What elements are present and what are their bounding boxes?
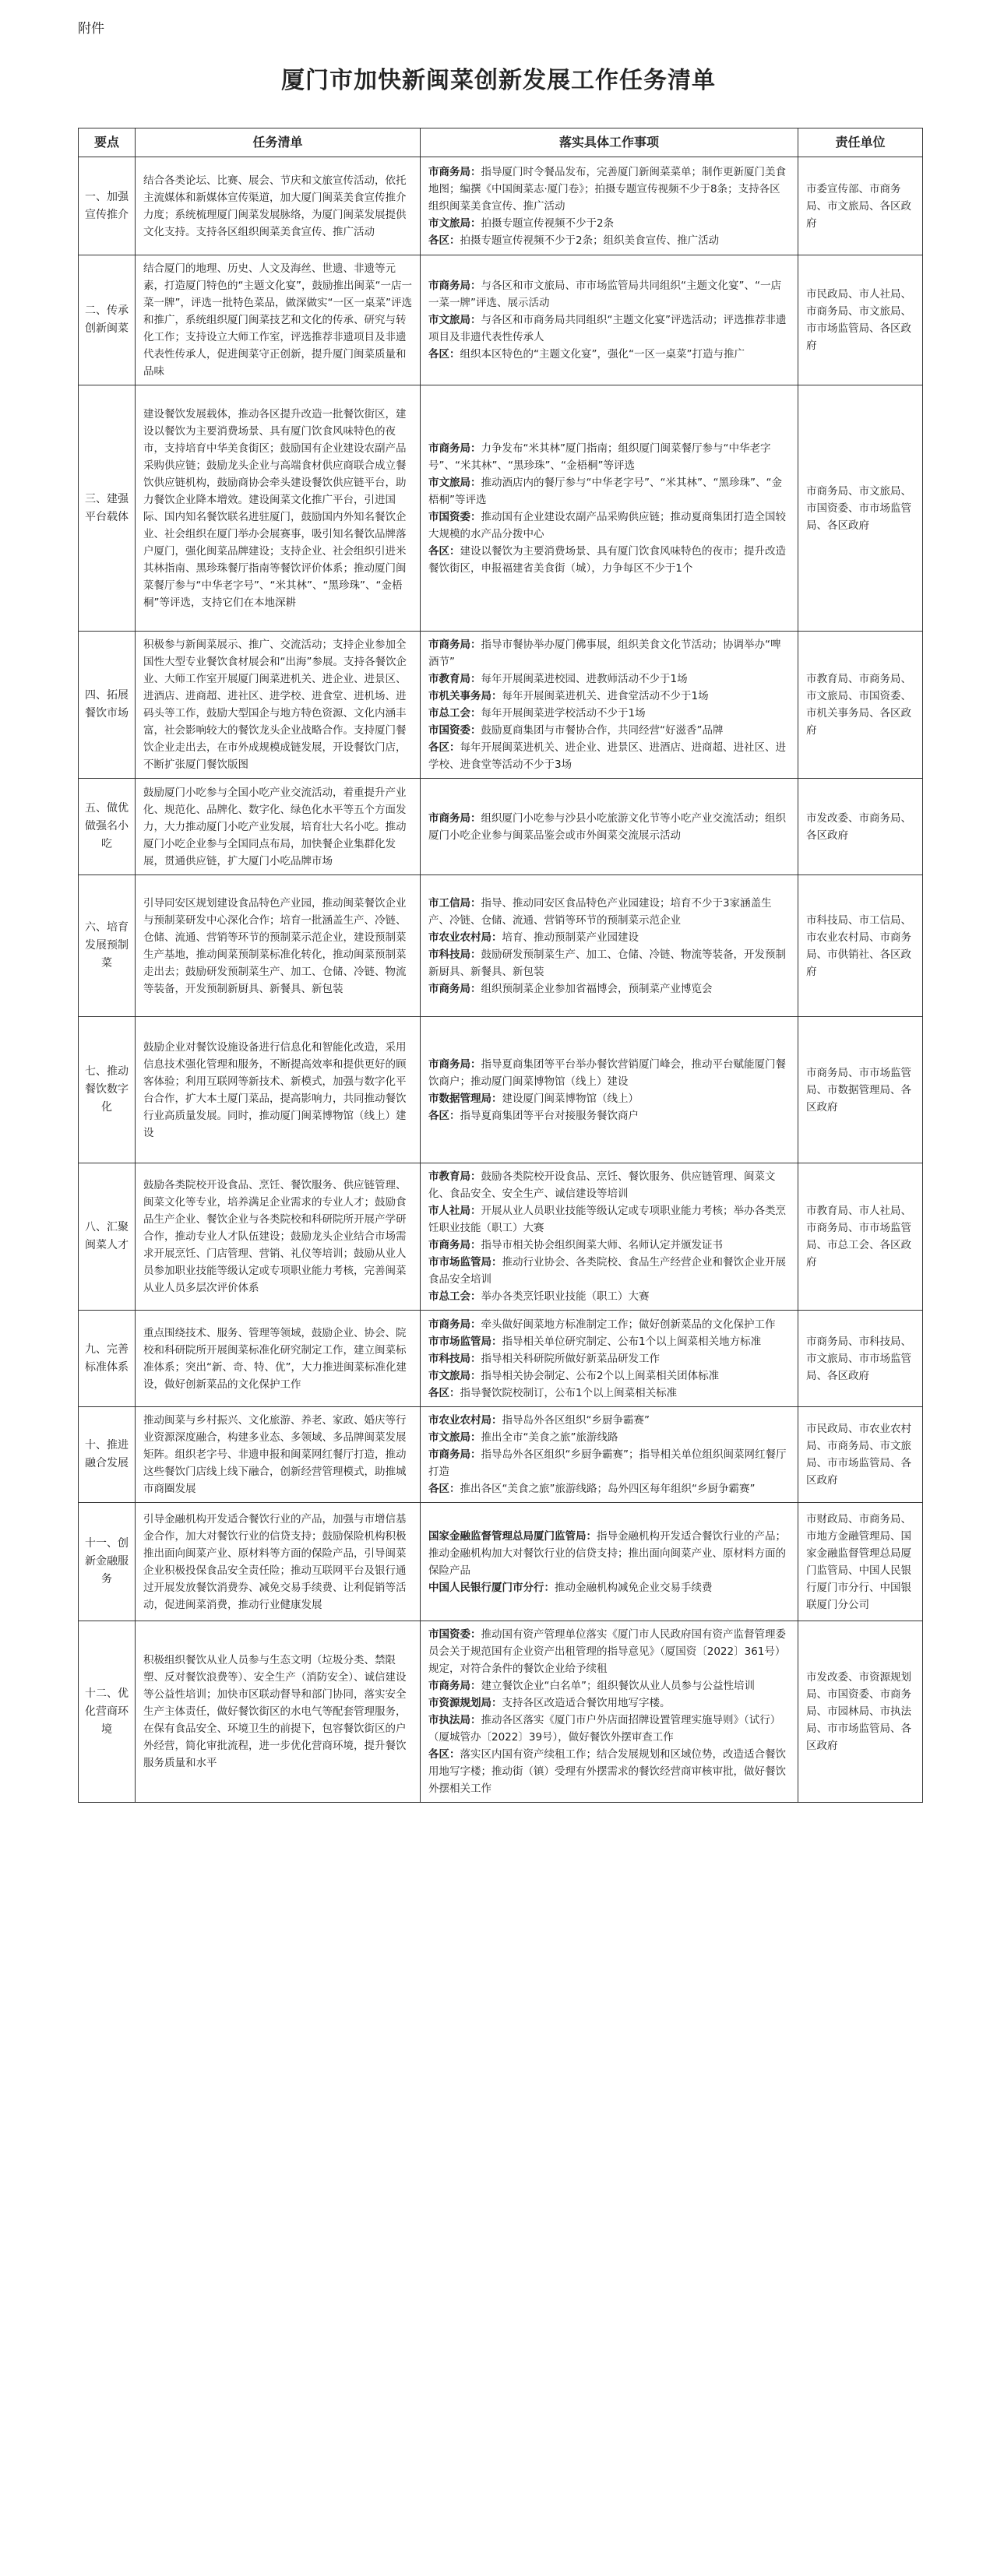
work-item-org: 市人社局： — [428, 1205, 481, 1217]
work-item-text: 组织厦门小吃参与沙县小吃旅游文化节等小吃产业交流活动；组织厦门小吃企业参与闽菜品鉴会或市外闽菜交流展示活动 — [428, 811, 786, 842]
work-item-text: 落实区内国有资产续租工作；结合发展规划和区域位势，改造适合餐饮用地写字楼；推动街（镇）受理有外摆需求的餐饮经营商审核审批，做好餐饮外摆相关工作 — [428, 1748, 786, 1795]
table-row — [79, 1407, 923, 1503]
work-item — [428, 1168, 790, 1202]
table-row — [79, 1621, 923, 1803]
work-item — [428, 232, 790, 249]
work-item-text: 推动国有资产管理单位落实《厦门市人民政府国有资产监督管理委员会关于规范国有企业资产出租管理的指导意见》（厦国资〔2022〕361号）规定，对符合条件的餐饮企业给予续租 — [428, 1628, 786, 1675]
work-item-org: 市总工会： — [428, 707, 481, 720]
work-item-text: 每年开展闽菜进机关、进企业、进景区、进酒店、进商超、进社区、进学校、进食堂等活动不少于3场 — [428, 741, 786, 771]
work-item — [428, 1202, 790, 1237]
work-item-org: 市数据管理局： — [428, 1092, 502, 1105]
work-item-org: 市商务局： — [428, 1057, 481, 1071]
work-item-text: 组织本区特色的“主题文化宴”，强化“一区一桌菜”打造与推广 — [460, 348, 745, 361]
work-item-text: 鼓励研发预制菜生产、加工、仓储、冷链、物流等装备，开发预制新厨具、新餐具、新包装 — [428, 948, 786, 978]
table-body — [79, 157, 923, 1803]
work-item-text: 推动国有企业建设农副产品采购供应链；推动夏商集团打造全国较大规模的水产品分拨中心 — [428, 510, 786, 540]
work-item — [428, 739, 790, 773]
work-item-org: 各区： — [428, 1748, 460, 1761]
work-item-text: 开展从业人员职业技能等级认定或专项职业能力考核；举办各类烹饪职业技能（职工）大赛 — [428, 1205, 786, 1234]
work-item-text: 建设以餐饮为主要消费场景、具有厦门饮食风味特色的夜市；提升改造餐饮街区，申报福建省美食街（城），力争每区不少于1个 — [428, 544, 786, 575]
attachment-label: 附件 — [78, 21, 104, 37]
work-item-org: 市商务局： — [428, 639, 481, 651]
table-header-row — [79, 128, 923, 157]
work-item — [428, 346, 790, 363]
work-item-org: 各区： — [428, 1483, 460, 1495]
work-item — [428, 1350, 790, 1367]
row-responsible-unit: 市教育局、市商务局、市文旅局、市国资委、市机关事务局、各区政府 — [798, 632, 923, 779]
work-item-text: 指导岛外各区组织“乡厨争霸赛” — [502, 1414, 650, 1427]
row-key-point: 三、建强平台载体 — [79, 385, 136, 632]
work-item — [428, 1107, 790, 1124]
work-item — [428, 440, 790, 474]
row-responsible-unit: 市财政局、市商务局、市地方金融管理局、国家金融监督管理总局厦门监管局、中国人民银行厦门市分行、中国银联厦门分公司 — [798, 1503, 923, 1621]
row-responsible-unit: 市商务局、市市场监管局、市数据管理局、各区政府 — [798, 1017, 923, 1163]
work-item — [428, 1254, 790, 1288]
work-item-org: 市商务局： — [428, 280, 481, 292]
row-work-items — [421, 157, 798, 255]
row-responsible-unit: 市民政局、市人社局、市商务局、市文旅局、市市场监管局、各区政府 — [798, 255, 923, 385]
document-title: 厦门市加快新闽菜创新发展工作任务清单 — [281, 67, 716, 94]
row-responsible-unit: 市委宣传部、市商务局、市文旅局、各区政府 — [798, 157, 923, 255]
work-item-org: 市科技局： — [428, 1352, 481, 1365]
row-work-items — [421, 1407, 798, 1503]
row-task-list: 建设餐饮发展载体，推动各区提升改造一批餐饮街区，建设以餐饮为主要消费场景、具有厦门饮食风味特色的夜市，支持培育中华美食街区；鼓励国有企业建设农副产品采购供应链；鼓励龙头企业与高端食材供应商联合成立餐饮供应链机构，鼓励商协会牵头建设餐饮供应链平台，助力餐饮企业降本增效。建设闽菜文化推广平台，引进国际、国内知名餐饮联名进驻厦门，鼓励国内外知名餐饮企业、社会组织在厦门举办会展赛事，吸引知名餐饮品牌落户厦门，强化闽菜品牌建设；支持企业、社会组织引进米其林指南、黑珍珠餐厅指南等餐饮评价体系；推动厦门闽菜餐厅参与“中华老字号”、“米其林”、“黑珍珠”、“金梧桐”等评选，支持它们在本地深耕 — [136, 385, 421, 632]
work-item-text: 指导相关科研院所做好新菜品研发工作 — [481, 1352, 660, 1365]
work-item — [428, 1412, 790, 1429]
work-item-text: 指导、推动同安区食品特色产业园建设；培育不少于3家涵盖生产、冷链、仓储、流通、营销等环节的预制菜示范企业 — [428, 896, 772, 927]
work-item-text: 推动行业协会、各类院校、食品生产经营企业和餐饮企业开展食品安全培训 — [428, 1256, 786, 1286]
work-item-text: 指导夏商集团等平台对接服务餐饮商户 — [460, 1109, 639, 1122]
table-row — [79, 779, 923, 875]
row-task-list: 鼓励企业对餐饮设施设备进行信息化和智能化改造，采用信息技术强化管理和服务，不断提高效率和提供更好的顾客体验；利用互联网等新技术、新模式，加强与数字化平台合作，扩大本土厦门菜品，提高影响力，共同推动餐饮行业高质量发展。同时，推动厦门闽菜博物馆（线上）建设 — [136, 1017, 421, 1163]
work-item — [428, 1694, 790, 1712]
work-item-text: 指导相关协会制定、公布2个以上闽菜相关团体标准 — [481, 1369, 720, 1382]
work-item-org: 市商务局： — [428, 811, 481, 825]
work-item-org: 市商务局： — [428, 982, 481, 995]
row-key-point: 十二、优化营商环境 — [79, 1621, 136, 1803]
work-item-text: 牵头做好闽菜地方标准制定工作；做好创新菜品的文化保护工作 — [481, 1318, 776, 1331]
row-work-items — [421, 779, 798, 875]
work-item-org: 中国人民银行厦门市分行： — [428, 1581, 555, 1594]
row-work-items — [421, 1311, 798, 1407]
header-key: 要点 — [79, 128, 136, 157]
work-item-org: 各区： — [428, 1386, 460, 1399]
work-item — [428, 1288, 790, 1305]
work-item-org: 市教育局： — [428, 673, 481, 685]
row-responsible-unit: 市科技局、市工信局、市农业农村局、市商务局、市供销社、各区政府 — [798, 875, 923, 1017]
work-item-text: 指导市相关协会组织闽菜大师、名师认定并颁发证书 — [481, 1239, 723, 1251]
work-item-org: 市文旅局： — [428, 1431, 481, 1444]
row-task-list: 引导金融机构开发适合餐饮行业的产品，加强与市增信基金合作，加大对餐饮行业的信贷支持；鼓励保险机构积极推出面向闽菜产业、原材料等方面的保险产品，引导闽菜企业积极投保食品安全责任险；推动互联网平台及银行通过开展发放餐饮消费券、减免交易手续费、让利促销等活动，促进闽菜消费，推动行业健康发展 — [136, 1503, 421, 1621]
row-key-point: 七、推动餐饮数字化 — [79, 1017, 136, 1163]
row-task-list: 鼓励各类院校开设食品、烹饪、餐饮服务、供应链管理、闽菜文化等专业，培养满足企业需求的专业人才；鼓励食品生产企业、餐饮企业与各类院校和科研院所开展产学研合作，推动专业人才队伍建设；鼓励龙头企业结合市场需求开展烹饪、门店管理、营销、礼仪等培训；鼓励从业人员参加职业技能等级认定或专项职业能力考核，完善闽菜从业人员多层次评价体系 — [136, 1163, 421, 1311]
work-item — [428, 1677, 790, 1694]
table-row — [79, 157, 923, 255]
table-row — [79, 1503, 923, 1621]
row-responsible-unit: 市商务局、市文旅局、市国资委、市市场监管局、各区政府 — [798, 385, 923, 632]
work-item-text: 举办各类烹饪职业技能（职工）大赛 — [481, 1290, 650, 1303]
work-item — [428, 705, 790, 722]
work-item — [428, 215, 790, 232]
work-item-text: 每年开展闽菜进机关、进食堂活动不少于1场 — [502, 690, 709, 702]
row-task-list: 推动闽菜与乡村振兴、文化旅游、养老、家政、婚庆等行业资源深度融合，构建多业态、多领域、多品牌闽菜发展矩阵。组织老字号、非遗申报和闽菜网红餐厅打造，推动这些餐饮门店线上线下融合，创新经营管理模式，助推城市商圈发展 — [136, 1407, 421, 1503]
work-item — [428, 688, 790, 705]
table-row — [79, 1163, 923, 1311]
header-items: 落实具体工作事项 — [421, 128, 798, 157]
work-item-text: 建立餐饮企业“白名单”；组织餐饮从业人员参与公益性培训 — [481, 1680, 755, 1692]
work-item-org: 市工信局： — [428, 896, 481, 910]
row-key-point: 十一、创新金融服务 — [79, 1503, 136, 1621]
work-item — [428, 946, 790, 980]
work-item-org: 市商务局： — [428, 442, 481, 455]
work-item — [428, 543, 790, 577]
work-item-text: 推出全市“美食之旅”旅游线路 — [481, 1431, 618, 1444]
row-work-items — [421, 1503, 798, 1621]
work-item-org: 市商务局： — [428, 1239, 481, 1251]
work-item-org: 市国资委： — [428, 510, 481, 523]
work-item-text: 推动酒店内的餐厅参与“中华老字号”、“米其林”、“黑珍珠”、“金梧桐”等评选 — [428, 476, 782, 506]
work-item-org: 市文旅局： — [428, 1369, 481, 1382]
work-item-org: 市科技局： — [428, 948, 481, 961]
table-row — [79, 255, 923, 385]
work-item — [428, 980, 790, 998]
work-item-text: 指导岛外各区组织“乡厨争霸赛”；指导相关单位组织闽菜网红餐厅打造 — [428, 1448, 787, 1478]
work-item — [428, 1712, 790, 1746]
work-item — [428, 1528, 790, 1579]
work-item — [428, 895, 790, 929]
work-item — [428, 311, 790, 346]
work-item-org: 各区： — [428, 544, 460, 558]
table-row — [79, 1017, 923, 1163]
work-item-org: 市市场监管局： — [428, 1256, 502, 1269]
work-item-text: 支持各区改造适合餐饮用地写字楼。 — [502, 1697, 671, 1709]
row-responsible-unit: 市教育局、市人社局、市商务局、市市场监管局、市总工会、各区政府 — [798, 1163, 923, 1311]
work-item — [428, 1385, 790, 1402]
work-item — [428, 1579, 790, 1596]
work-item-org: 市商务局： — [428, 1318, 481, 1331]
work-item-text: 推动各区落实《厦门市户外店面招牌设置管理实施导则》（试行）（厦城管办〔2022〕39号），做好餐饮外摆审查工作 — [428, 1714, 781, 1744]
work-item — [428, 722, 790, 739]
work-item-text: 推动金融机构减免企业交易手续费 — [555, 1581, 713, 1594]
work-item — [428, 1090, 790, 1107]
work-item-org: 市教育局： — [428, 1170, 481, 1183]
work-item-text: 与各区和市文旅局、市市场监管局共同组织“主题文化宴”、“一店一菜一牌”评选、展示活动 — [428, 280, 781, 309]
work-item-org: 各区： — [428, 348, 460, 361]
work-item-org: 市商务局： — [428, 165, 481, 178]
work-item-org: 市文旅局： — [428, 476, 481, 489]
work-item — [428, 1333, 790, 1350]
row-key-point: 二、传承创新闽菜 — [79, 255, 136, 385]
work-item — [428, 1746, 790, 1797]
work-item-text: 指导相关单位研究制定、公布1个以上闽菜相关地方标准 — [502, 1335, 762, 1348]
work-item-org: 市农业农村局： — [428, 931, 502, 944]
work-item — [428, 1626, 790, 1677]
row-key-point: 八、汇聚闽菜人才 — [79, 1163, 136, 1311]
table-row — [79, 1311, 923, 1407]
header-unit: 责任单位 — [798, 128, 923, 157]
work-item-text: 指导厦门时令餐品发布，完善厦门新闽菜菜单；制作更新厦门美食地图；编撰《中国闽菜志·厦门卷》；拍摄专题宣传视频不少于8条；支持各区组织闽菜美食宣传、推广活动 — [428, 165, 786, 213]
work-item-org: 市资源规划局： — [428, 1697, 502, 1709]
work-item-org: 各区： — [428, 234, 460, 247]
row-key-point: 四、拓展餐饮市场 — [79, 632, 136, 779]
row-key-point: 一、加强宣传推介 — [79, 157, 136, 255]
work-item-text: 指导餐饮院校制订，公布1个以上闽菜相关标准 — [460, 1386, 678, 1399]
work-item — [428, 1446, 790, 1480]
table-row — [79, 632, 923, 779]
work-item-text: 每年开展闽菜进学校活动不少于1场 — [481, 707, 646, 720]
row-key-point: 五、做优做强名小吃 — [79, 779, 136, 875]
work-item-org: 市商务局： — [428, 1680, 481, 1692]
work-item-org: 市市场监管局： — [428, 1335, 502, 1348]
table-row — [79, 385, 923, 632]
work-item — [428, 164, 790, 215]
row-task-list: 引导同安区规划建设食品特色产业园，推动闽菜餐饮企业与预制菜研发中心深化合作；培育一批涵盖生产、冷链、仓储、流通、营销等环节的预制菜示范企业，建设预制菜生产基地，推动闽菜预制菜标准化转化，推动闽菜预制菜走出去；鼓励研发预制菜生产、加工、仓储、冷链、物流等装备，开发预制新厨具、新餐具、新包装 — [136, 875, 421, 1017]
row-work-items — [421, 255, 798, 385]
work-item — [428, 509, 790, 543]
row-work-items — [421, 385, 798, 632]
work-item-text: 指导夏商集团等平台举办餐饮营销厦门峰会，推动平台赋能厦门餐饮商户；推动厦门闽菜博物馆（线上）建设 — [428, 1057, 786, 1088]
work-item-org: 市总工会： — [428, 1290, 481, 1303]
work-item-text: 推出各区“美食之旅”旅游线路；岛外四区每年组织“乡厨争霸赛” — [460, 1483, 756, 1495]
work-item-org: 市执法局： — [428, 1714, 481, 1726]
work-item-text: 鼓励夏商集团与市餐协合作，共同经营“好滋香”品牌 — [481, 724, 724, 737]
work-item — [428, 1429, 790, 1446]
row-responsible-unit: 市商务局、市科技局、市文旅局、市市场监管局、各区政府 — [798, 1311, 923, 1407]
work-item-text: 培育、推动预制菜产业园建设 — [502, 931, 639, 944]
row-work-items — [421, 1621, 798, 1803]
work-item-text: 拍摄专题宣传视频不少于2条；组织美食宣传、推广活动 — [460, 234, 720, 247]
row-task-list: 结合各类论坛、比赛、展会、节庆和文旅宣传活动，依托主流媒体和新媒体宣传渠道，加大厦门闽菜美食宣传推介力度；系统梳理厦门闽菜发展脉络，为厦门闽菜发展提供文化支持。支持各区组织闽菜美食宣传、推广活动 — [136, 157, 421, 255]
work-item-text: 指导金融机构开发适合餐饮行业的产品；推动金融机构加大对餐饮行业的信贷支持；推出面向闽菜产业、原材料方面的保险产品 — [428, 1529, 786, 1577]
row-work-items — [421, 875, 798, 1017]
work-item-org: 市国资委： — [428, 724, 481, 737]
work-item-org: 各区： — [428, 741, 460, 754]
work-item — [428, 929, 790, 946]
work-item-org: 各区： — [428, 1109, 460, 1122]
row-work-items — [421, 1017, 798, 1163]
work-item — [428, 1056, 790, 1090]
work-item — [428, 277, 790, 311]
row-key-point: 六、培育发展预制菜 — [79, 875, 136, 1017]
header-task: 任务清单 — [136, 128, 421, 157]
work-item-text: 建设厦门闽菜博物馆（线上） — [502, 1092, 639, 1105]
row-responsible-unit: 市民政局、市农业农村局、市商务局、市文旅局、市市场监管局、各区政府 — [798, 1407, 923, 1503]
work-item-text: 指导市餐协举办厦门佛事展，组织美食文化节活动；协调举办“啤酒节” — [428, 639, 781, 668]
table-row — [79, 875, 923, 1017]
task-table — [78, 128, 923, 1803]
work-item-org: 市文旅局： — [428, 216, 481, 230]
row-task-list: 鼓励厦门小吃参与全国小吃产业交流活动，着重提升产业化、规范化、品牌化、数字化、绿色化水平等五个方面发力，大力推动厦门小吃产业发展，培育壮大名小吃。推动厦门小吃企业参与全国同点布局，加快餐企业集群化发展，贯通供应链，扩大厦门小吃品牌市场 — [136, 779, 421, 875]
row-task-list: 重点围绕技术、服务、管理等领域，鼓励企业、协会、院校和科研院所开展闽菜标准化研究制定工作，建立闽菜标准体系；突出“新、奇、特、优”，大力推进闽菜标准化建设，做好创新菜品的文化保护工作 — [136, 1311, 421, 1407]
row-responsible-unit: 市发改委、市商务局、各区政府 — [798, 779, 923, 875]
work-item-text: 每年开展闽菜进校园、进教师活动不少于1场 — [481, 673, 688, 685]
work-item — [428, 1316, 790, 1333]
work-item — [428, 636, 790, 670]
work-item — [428, 1367, 790, 1385]
work-item — [428, 1237, 790, 1254]
work-item-text: 拍摄专题宣传视频不少于2条 — [481, 216, 615, 230]
row-task-list: 积极组织餐饮从业人员参与生态文明（垃圾分类、禁限塑、反对餐饮浪费等）、安全生产（消防安全）、诚信建设等公益性培训；加快市区联动督导和部门协同，落实安全生产主体责任，做好餐饮街区的水电气等配套管理服务，在保有食品安全、环境卫生的前提下，包容餐饮街区的户外经营，简化审批流程，进一步优化营商环境，提升餐饮服务质量和水平 — [136, 1621, 421, 1803]
work-item — [428, 670, 790, 688]
work-item-text: 鼓励各类院校开设食品、烹饪、餐饮服务、供应链管理、闽菜文化、食品安全、安全生产、诚信建设等培训 — [428, 1170, 776, 1200]
work-item-org: 市农业农村局： — [428, 1414, 502, 1427]
work-item-org: 市商务局： — [428, 1448, 481, 1461]
work-item-text: 力争发布“米其林”厦门指南；组织厦门闽菜餐厅参与“中华老字号”、“米其林”、“黑珍珠”、“金梧桐”等评选 — [428, 442, 771, 472]
work-item — [428, 810, 790, 844]
work-item-org: 市文旅局： — [428, 314, 481, 326]
row-work-items — [421, 1163, 798, 1311]
row-task-list: 结合厦门的地理、历史、人文及海丝、世遗、非遗等元素，打造厦门特色的“主题文化宴”，鼓励推出闽菜“一店一菜一牌”，评选一批特色菜品，做深做实“一区一桌菜”评选和推广，系统组织厦门闽菜技艺和文化的传承、研究与转化工作；支持设立大师工作室，评选推荐非遗项目及非遗代表性传承人，促进闽菜守正创新，提升厦门闽菜质量和品味 — [136, 255, 421, 385]
work-item-text: 与各区和市商务局共同组织“主题文化宴”评选活动；评选推荐非遗项目及非遗代表性传承人 — [428, 314, 787, 343]
work-item-org: 市机关事务局： — [428, 690, 502, 702]
row-task-list: 积极参与新闽菜展示、推广、交流活动；支持企业参加全国性大型专业餐饮食材展会和“出海”参展。支持各餐饮企业、大师工作室开展厦门闽菜进机关、进企业、进景区、进酒店、进商超、进社区、进学校、进食堂、进机场、进码头等工作，鼓励大型国企与地方特色资源、文化内涵丰富，社会影响较大的餐饮龙头企业战略合作。支持厦门餐饮企业走出去，在市外成规模成链发展，开设餐饮门店，不断扩张厦门餐饮版图 — [136, 632, 421, 779]
row-work-items — [421, 632, 798, 779]
work-item — [428, 474, 790, 509]
work-item-org: 国家金融监督管理总局厦门监管局： — [428, 1529, 597, 1543]
row-key-point: 十、推进融合发展 — [79, 1407, 136, 1503]
work-item — [428, 1480, 790, 1497]
work-item-org: 市国资委： — [428, 1628, 481, 1641]
work-item-text: 组织预制菜企业参加省福博会，预制菜产业博览会 — [481, 982, 713, 995]
row-responsible-unit: 市发改委、市资源规划局、市国资委、市商务局、市园林局、市执法局、市市场监管局、各区政府 — [798, 1621, 923, 1803]
row-key-point: 九、完善标准体系 — [79, 1311, 136, 1407]
